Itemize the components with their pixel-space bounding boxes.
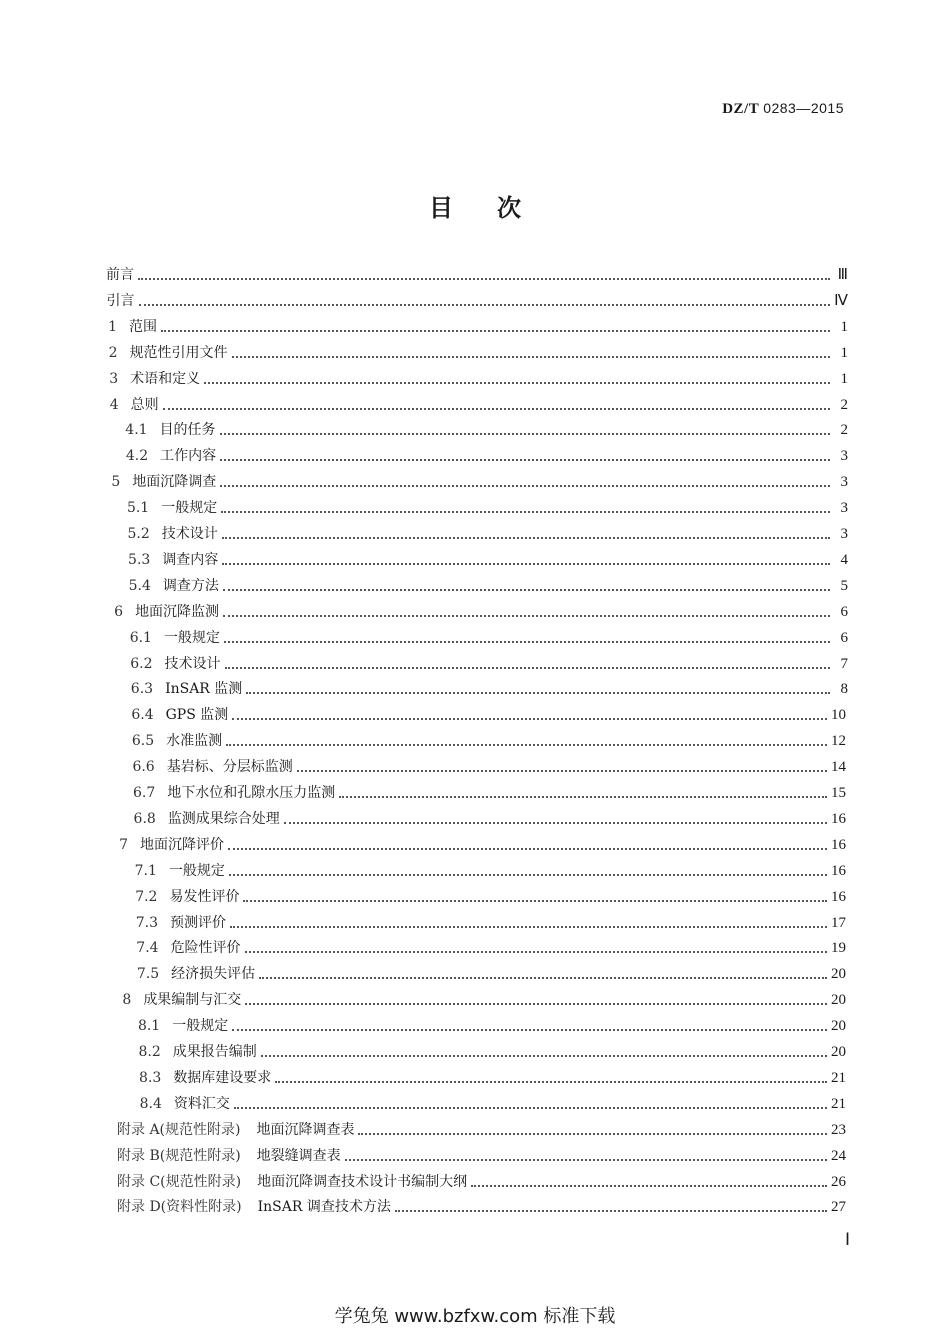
- toc-entry[interactable]: [138, 1011, 846, 1035]
- toc-entry-label: 一般规定: [172, 1018, 229, 1035]
- toc-entry[interactable]: [128, 545, 848, 569]
- dot-leader: [223, 615, 830, 617]
- toc-entry-label: 危险性评价: [170, 940, 241, 957]
- dot-leader: [259, 977, 827, 979]
- toc-entry-label: 总则: [130, 396, 159, 413]
- dot-leader: [345, 1159, 827, 1161]
- toc-entry-label: 调查方法: [162, 577, 219, 594]
- toc-entry-number: 6.7: [133, 785, 156, 801]
- toc-entry[interactable]: [114, 597, 848, 621]
- toc-entry-page: 1: [840, 344, 848, 361]
- toc-entry-page: 6: [840, 603, 848, 620]
- toc-entry-number: 8: [122, 992, 132, 1009]
- toc-entry-page: 3: [840, 474, 848, 491]
- toc-entry-number: 附录 B(规范性附录): [117, 1147, 241, 1164]
- dot-leader: [224, 641, 830, 643]
- toc-entry-page: 20: [831, 992, 846, 1009]
- dot-leader: [225, 667, 830, 669]
- toc-entry-number: 7.1: [134, 862, 157, 879]
- toc-entry-number: 4.2: [125, 448, 149, 465]
- toc-entry-label: 前言: [106, 267, 134, 283]
- toc-entry[interactable]: [136, 933, 846, 957]
- toc-entry-label: 术语和定义: [130, 370, 201, 387]
- toc-entry-number: 7.4: [136, 940, 159, 957]
- toc-entry[interactable]: [131, 674, 848, 698]
- toc-entry[interactable]: [132, 752, 846, 776]
- dot-leader: [223, 589, 830, 591]
- toc-entry-number: 5: [111, 474, 121, 491]
- toc-entry-label: 技术设计: [164, 655, 221, 672]
- dot-leader: [297, 770, 827, 772]
- toc-entry-label: 地裂缝调查表: [256, 1147, 341, 1164]
- toc-entry[interactable]: [132, 726, 846, 750]
- toc-entry-number: 8.2: [138, 1044, 161, 1060]
- dot-leader: [245, 951, 827, 953]
- toc-entry-label: 预测评价: [170, 914, 227, 931]
- dot-leader: [139, 304, 830, 306]
- toc-entry-page: 1: [840, 318, 848, 335]
- toc-entry[interactable]: [127, 493, 848, 517]
- toc-entry-page: 16: [831, 810, 846, 827]
- dot-leader: [220, 459, 830, 461]
- toc-entry[interactable]: [129, 571, 848, 595]
- toc-entry-page: 3: [840, 500, 848, 517]
- toc-entry[interactable]: [107, 286, 848, 310]
- toc-entry-page: 1: [840, 370, 848, 387]
- dot-leader: [275, 1081, 827, 1083]
- dot-leader: [138, 278, 830, 280]
- dot-leader: [243, 900, 827, 902]
- toc-entry-page: 17: [831, 914, 846, 931]
- toc-entry-label: 技术设计: [161, 526, 218, 542]
- toc-entry-label: 资料汇交: [173, 1095, 230, 1112]
- dot-leader: [232, 1029, 827, 1031]
- toc-entry-number: 2: [108, 344, 118, 361]
- toc-entry-label: 一般规定: [168, 862, 225, 879]
- toc-entry-number: 8.3: [139, 1069, 162, 1086]
- toc-entry-number: 6.8: [133, 810, 156, 827]
- toc-entry-page: 6: [840, 629, 848, 646]
- toc-entry[interactable]: [106, 260, 848, 284]
- toc-entry[interactable]: [117, 1167, 846, 1191]
- toc-entry-page: 26: [831, 1173, 846, 1190]
- toc-entry-number: 8.1: [137, 1018, 161, 1035]
- toc-entry[interactable]: [140, 1089, 846, 1113]
- dot-leader: [228, 848, 827, 850]
- watermark-text: 学兔兔 www.bzfxw.com 标准下载: [334, 1306, 616, 1327]
- toc-entry-number: 7.5: [136, 966, 160, 983]
- toc-entry-label: 目的任务: [159, 422, 216, 439]
- toc-entry-number: 7.3: [135, 914, 159, 931]
- dot-leader: [221, 511, 830, 513]
- dot-leader: [220, 433, 830, 435]
- toc-entry-page: 27: [831, 1199, 846, 1216]
- toc-entry-number: 4.1: [125, 422, 148, 439]
- dot-leader: [284, 822, 827, 824]
- toc-entry-label: 成果报告编制: [172, 1044, 257, 1060]
- toc-entry-label: 地面沉降评价: [140, 836, 225, 853]
- toc-entry-label: 引言: [106, 292, 135, 309]
- toc-entry[interactable]: [110, 390, 848, 414]
- toc-entry-label: 地面沉降调查表: [256, 1121, 355, 1138]
- toc-entry-page: 20: [831, 966, 846, 983]
- dot-leader: [471, 1185, 827, 1187]
- dot-leader: [204, 382, 830, 384]
- toc-entry-page: Ⅳ: [834, 292, 848, 309]
- toc-entry-number: 6.6: [132, 759, 155, 776]
- dot-leader: [232, 356, 830, 358]
- toc-entry-page: 21: [831, 1069, 846, 1086]
- dot-leader: [222, 537, 830, 539]
- toc-entry[interactable]: [125, 415, 848, 439]
- toc-entry[interactable]: [126, 441, 848, 465]
- toc-entry-label: 经济损失评估: [171, 966, 256, 983]
- toc-entry-number: 6.3: [130, 681, 154, 698]
- toc-entry-page: 14: [831, 759, 846, 776]
- dot-leader: [261, 1055, 827, 1057]
- dot-leader: [234, 1107, 827, 1109]
- toc-entry-page: 24: [831, 1147, 846, 1164]
- toc-entry-number: 1: [108, 318, 118, 335]
- toc-entry-page: 16: [831, 888, 846, 905]
- toc-entry[interactable]: [119, 830, 846, 854]
- toc-entry-label: 一般规定: [163, 629, 220, 646]
- toc-entry-number: 5.2: [127, 526, 150, 542]
- standard-code: [722, 100, 844, 118]
- toc-entry-number: 附录 C(规范性附录): [117, 1173, 242, 1190]
- toc-entry[interactable]: [117, 1141, 846, 1165]
- dot-leader: [339, 796, 827, 798]
- toc-entry-number: 4: [109, 396, 119, 413]
- toc-entry-label: 地面沉降调查技术设计书编制大纲: [257, 1173, 468, 1190]
- toc-entry-page: 5: [840, 577, 848, 594]
- toc-entry-label: GPS 监测: [165, 707, 229, 724]
- toc-entry-label: 监测成果综合处理: [167, 810, 280, 827]
- toc-entry-page: 20: [831, 1044, 846, 1060]
- dot-leader: [220, 485, 830, 487]
- toc-entry-label: 地下水位和孔隙水压力监测: [167, 785, 336, 801]
- toc-entry[interactable]: [117, 1115, 846, 1139]
- dot-leader: [232, 718, 827, 720]
- toc-entry-page: 4: [840, 551, 848, 568]
- toc-entry[interactable]: [135, 856, 846, 880]
- toc-entry-page: 12: [831, 733, 846, 750]
- dot-leader: [163, 408, 830, 410]
- toc-entry-number: 附录 D(资料性附录): [117, 1199, 242, 1216]
- toc-entry[interactable]: [109, 338, 848, 362]
- toc-entry-number: 7: [119, 836, 129, 853]
- toc-entry-number: 6.5: [131, 733, 155, 750]
- toc-entry-page: 16: [831, 836, 846, 853]
- standard-prefix: DZ/T: [722, 101, 759, 117]
- toc-entry-page: 3: [840, 448, 848, 465]
- toc-entry-label: 一般规定: [161, 500, 218, 517]
- toc-entry[interactable]: [139, 1037, 847, 1061]
- toc-entry-label: 地面沉降监测: [135, 603, 220, 620]
- toc-entry[interactable]: [117, 1192, 846, 1216]
- toc-entry-label: 地面沉降调查: [132, 474, 217, 491]
- toc-entry-number: 3: [109, 370, 119, 387]
- toc-entry-number: 6.1: [129, 629, 152, 646]
- toc-entry[interactable]: [131, 700, 846, 724]
- toc-entry-page: Ⅲ: [837, 267, 848, 283]
- dot-leader: [222, 563, 830, 565]
- toc-entry-page: 10: [831, 707, 846, 724]
- toc-entry-label: 基岩标、分层标监测: [166, 759, 293, 776]
- toc-entry-label: 规范性引用文件: [129, 344, 228, 361]
- toc-title: 目次: [429, 194, 565, 222]
- toc-entry[interactable]: [130, 649, 848, 673]
- toc-entry[interactable]: [135, 882, 846, 906]
- toc-entry-page: 8: [840, 681, 848, 698]
- toc-entry-number: 6: [114, 603, 124, 620]
- toc-entry-label: 水准监测: [166, 733, 223, 750]
- toc-entry-label: InSAR 调查技术方法: [257, 1199, 391, 1216]
- toc-entry-number: 7.2: [135, 888, 158, 905]
- toc-entry[interactable]: [128, 519, 849, 543]
- dot-leader: [358, 1133, 827, 1135]
- toc-entry-label: 范围: [129, 318, 158, 335]
- dot-leader: [246, 692, 830, 694]
- toc-entry-page: 7: [840, 655, 848, 672]
- toc-entry-page: 2: [840, 396, 848, 413]
- toc-entry[interactable]: [109, 364, 848, 388]
- toc-entry-page: 20: [831, 1018, 846, 1035]
- dot-leader: [245, 1003, 827, 1005]
- toc-entry-page: 16: [831, 862, 846, 879]
- toc-entry-number: 6.4: [131, 707, 154, 724]
- dot-leader: [161, 330, 830, 332]
- toc-entry[interactable]: [133, 778, 846, 802]
- toc-entry-page: 23: [831, 1121, 846, 1138]
- toc-entry[interactable]: [139, 1063, 846, 1087]
- toc-entry[interactable]: [108, 312, 848, 336]
- toc-entry-number: 附录 A(规范性附录): [117, 1121, 241, 1138]
- toc-entry-page: 21: [831, 1095, 846, 1112]
- page-number: Ⅰ: [844, 1230, 850, 1249]
- toc-entry[interactable]: [111, 467, 848, 491]
- toc-entry[interactable]: [136, 908, 846, 932]
- toc-entry[interactable]: [137, 959, 846, 983]
- dot-leader: [395, 1210, 827, 1212]
- toc-entry[interactable]: [134, 804, 846, 828]
- toc-entry-number: 5.4: [128, 577, 151, 594]
- toc-entry-page: 2: [840, 422, 848, 439]
- toc-entry-label: 工作内容: [160, 448, 217, 465]
- toc-entry-label: InSAR 监测: [165, 681, 243, 698]
- toc-entry[interactable]: [122, 985, 846, 1009]
- toc-entry-page: 19: [831, 940, 846, 957]
- toc-entry-label: 易发性评价: [169, 888, 240, 905]
- toc-entry-page: 15: [831, 785, 846, 801]
- toc-entry-number: 5.1: [126, 500, 150, 517]
- dot-leader: [229, 874, 827, 876]
- dot-leader: [226, 744, 827, 746]
- toc-entry[interactable]: [130, 623, 848, 647]
- toc-entry-label: 成果编制与汇交: [143, 992, 242, 1009]
- toc-entry-number: 5.3: [128, 551, 151, 568]
- toc-entry-label: 数据库建设要求: [173, 1069, 272, 1086]
- toc-entry-page: 3: [840, 526, 848, 542]
- toc-entry-number: 8.4: [139, 1095, 162, 1112]
- toc-entry-label: 调查内容: [162, 551, 219, 568]
- toc-entry-number: 6.2: [130, 655, 153, 672]
- standard-number: 0283—2015: [763, 100, 844, 116]
- dot-leader: [230, 926, 827, 928]
